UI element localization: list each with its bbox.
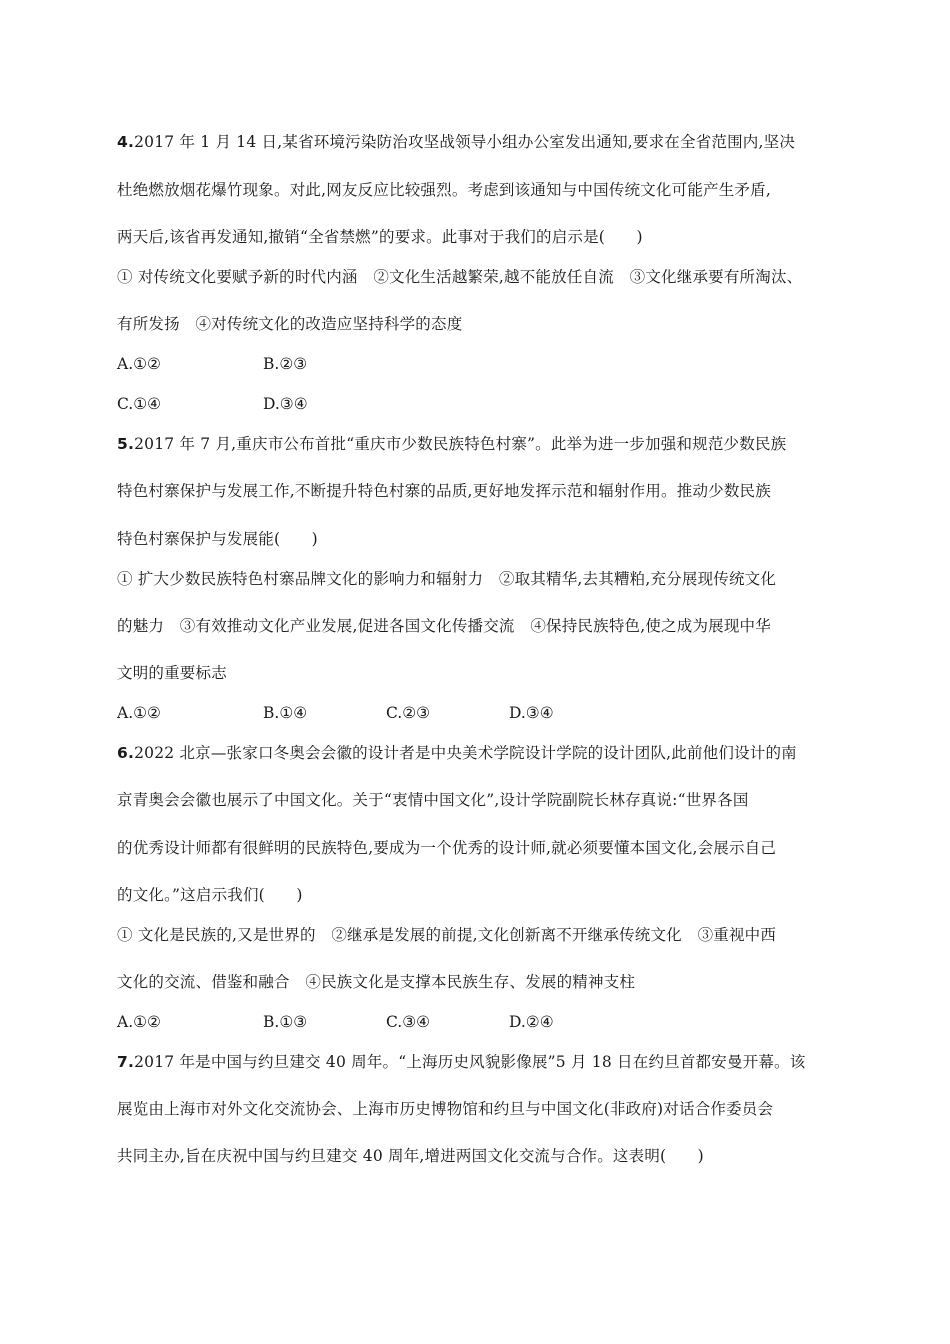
q4-statements-2: 有所发扬 ④对传统文化的改造应坚持科学的态度 [117, 315, 463, 333]
q5-number: 5. [117, 435, 135, 453]
q5-choice-a[interactable]: A.①② [117, 704, 161, 722]
q5-statements-2: 的魅力 ③有效推动文化产业发展,促进各国文化传播交流 ④保持民族特色,使之成为展现中华 [117, 617, 771, 635]
q7-stem-2: 展览由上海市对外文化交流协会、上海市历史博物馆和约旦与中国文化(非政府)对话合作委员会 [117, 1100, 774, 1118]
q5-choice-b[interactable]: B.①④ [263, 704, 308, 722]
q6-line-1 [117, 743, 797, 763]
q4-stem-1: 2017 年 1 月 14 日,某省环境污染防治攻坚战领导小组办公室发出通知,要求在全省范围内,坚决 [134, 133, 796, 151]
q5-line-1 [117, 434, 786, 454]
q7-stem-1: 2017 年是中国与约旦建交 40 周年。“上海历史风貌影像展”5 月 18 日在约旦首都安曼开幕。该 [134, 1053, 806, 1071]
q4-choice-c[interactable]: C.①④ [117, 395, 162, 413]
q7-stem-3: 共同主办,旨在庆祝中国与约旦建交 40 周年,增进两国文化交流与合作。这表明( ) [117, 1147, 704, 1165]
q6-stem-2: 京青奥会会徽也展示了中国文化。关于“衷情中国文化”,设计学院副院长林存真说:“世界各国 [117, 791, 749, 809]
q5-choice-c[interactable]: C.②③ [386, 704, 431, 722]
q7-number: 7. [117, 1053, 135, 1071]
q5-stem-2: 特色村寨保护与发展工作,不断提升特色村寨的品质,更好地发挥示范和辐射作用。推动少数民族 [117, 482, 771, 500]
q5-stem-1: 2017 年 7 月,重庆市公布首批“重庆市少数民族特色村寨”。此举为进一步加强和规范少数民族 [134, 435, 787, 453]
q4-statements-1: ① 对传统文化要赋予新的时代内涵 ②文化生活越繁荣,越不能放任自流 ③文化继承要有所淘汰、 [117, 268, 803, 286]
q4-number: 4. [117, 133, 135, 151]
q4-stem-2: 杜绝燃放烟花爆竹现象。对此,网友反应比较强烈。考虑到该通知与中国传统文化可能产生矛盾, [117, 181, 771, 199]
q6-statements-2: 文化的交流、借鉴和融合 ④民族文化是支撑本民族生存、发展的精神支柱 [117, 973, 636, 991]
q6-stem-3: 的优秀设计师都有很鲜明的民族特色,要成为一个优秀的设计师,就必须要懂本国文化,会展示自己 [117, 839, 777, 857]
q4-stem-3: 两天后,该省再发通知,撤销“全省禁燃”的要求。此事对于我们的启示是( ) [117, 228, 643, 246]
q4-choice-a[interactable]: A.①② [117, 355, 161, 373]
q7-line-1 [117, 1052, 805, 1072]
q6-stem-1: 2022 北京—张家口冬奥会会徽的设计者是中央美术学院设计学院的设计团队,此前他们设计的南 [134, 744, 797, 762]
q5-stem-3: 特色村寨保护与发展能( ) [117, 530, 318, 548]
q6-choice-a[interactable]: A.①② [117, 1013, 161, 1031]
q4-choice-b[interactable]: B.②③ [263, 355, 308, 373]
q4-line-1 [117, 132, 795, 152]
q6-choice-c[interactable]: C.③④ [386, 1013, 431, 1031]
q5-statements-1: ① 扩大少数民族特色村寨品牌文化的影响力和辐射力 ②取其精华,去其糟粕,充分展现传统文化 [117, 570, 777, 588]
q6-choice-d[interactable]: D.②④ [509, 1013, 554, 1031]
q6-choice-b[interactable]: B.①③ [263, 1013, 308, 1031]
q6-number: 6. [117, 744, 135, 762]
q4-choice-d[interactable]: D.③④ [263, 395, 308, 413]
q5-choice-d[interactable]: D.③④ [509, 704, 554, 722]
q5-statements-3: 文明的重要标志 [117, 664, 227, 682]
q6-statements-1: ① 文化是民族的,又是世界的 ②继承是发展的前提,文化创新离不开继承传统文化 ③重视中西 [117, 926, 777, 944]
q6-stem-4: 的文化。”这启示我们( ) [117, 886, 303, 904]
